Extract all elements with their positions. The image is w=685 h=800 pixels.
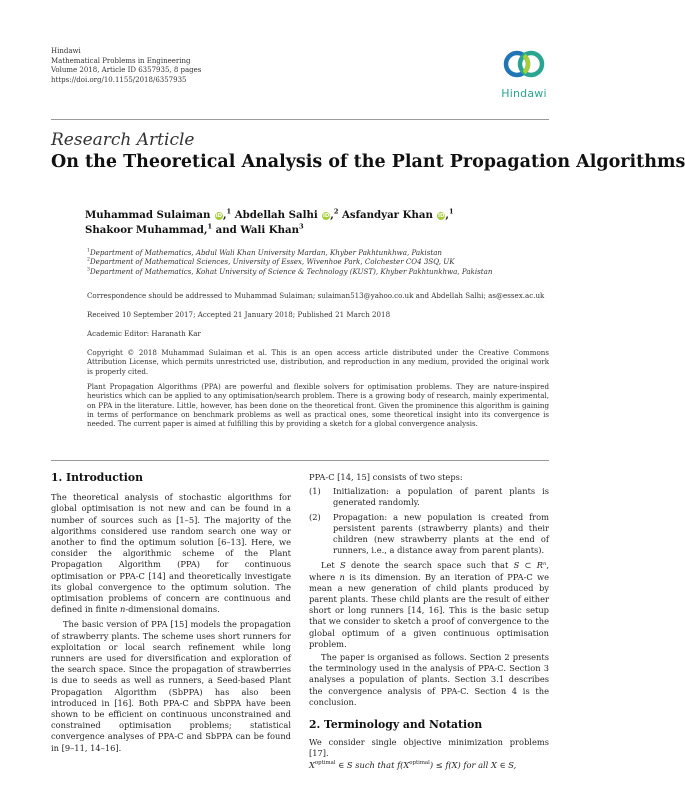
affiliation-sup: 3 <box>87 267 90 273</box>
author-name: Shakoor Muhammad <box>85 223 204 236</box>
abstract-text: Plant Propagation Algorithms (PPA) are powerful and flexible solvers for optimisation problems. They are nature-inspired heuristics which can be applied to any optimisation/search problem. There is a growing body of research, mainly experimental, on PPA in the literature. Little, however, has been done on the theoretical front. Given the prominence this algorithm is gaining in terms of performance on benchmark problems as well as practical ones, some theoretical insight into its convergence is needed. The current paper is aimed at fulfilling this by providing a sketch for a global convergence analysis. <box>87 382 549 429</box>
math-expression: ) ≤ f(X) for all X ∈ S, <box>429 759 517 770</box>
doi-link[interactable]: https://doi.org/10.1155/2018/6357935 <box>51 75 187 84</box>
list-text: Initialization: a population of parent plants is generated randomly. <box>333 486 549 508</box>
affiliation <box>87 257 549 266</box>
article-type: Research Article <box>51 130 195 150</box>
paragraph <box>309 472 549 483</box>
section-heading: 2. Terminology and Notation <box>309 718 483 732</box>
author-name: Asfandyar Khan <box>342 209 433 221</box>
hindawi-logo <box>494 46 554 104</box>
author-name: Wali Khan <box>240 223 300 236</box>
author-name: Muhammad Sulaiman <box>85 209 211 221</box>
paragraph <box>51 492 291 615</box>
section-heading: 1. Introduction <box>51 471 143 484</box>
list-item <box>309 512 549 557</box>
affiliation-text: Department of Mathematics, Kohat University of Science & Technology (KUST), Khyber Pakhtunkhwa, Pakistan <box>89 266 493 276</box>
paragraph <box>51 619 291 753</box>
math-expression: X <box>309 759 315 770</box>
paragraph-text: is its dimension. By an iteration of PPA-C we mean a new generation of child plants produced by parent plants. These child plants are the result of either short or long runners [14, 16]. This is the basic setup that we consider to sketch a proof of convergence to the global optimum of a given continuous optimisation problem. <box>309 571 549 649</box>
paragraph <box>309 560 549 650</box>
affiliation <box>87 267 549 276</box>
orcid-icon[interactable]: iD <box>438 213 445 219</box>
affiliation-text: Department of Mathematical Sciences, University of Essex, Wivenhoe Park, Colchester CO4 3SQ, UK <box>89 257 455 267</box>
paragraph-text: -dimensional domains. <box>125 604 220 615</box>
author-affil-sup: 3 <box>299 222 304 231</box>
math-sup: optimal <box>409 759 430 766</box>
author-affil-sup: 2 <box>333 207 339 216</box>
math-S: S <box>340 560 346 571</box>
paragraph-text: The basic version of PPA [15] models the propagation of strawberry plants. The scheme uses short runners for exploitation or local search refinement while long runners are used for diversification and exploration of the search space. Since the propagation of strawberries is due to seeds as well as runners, a Seed-based Plant Propagation Algorithm (SbPPA) has also been introduced in [16]. Both PPA-C and SbPPA have been shown to be efficient on continuous unconstrained and constrained optimisation problems; statistical convergence analyses of PPA-C and SbPPA can be found in [9–11, 14–16]. <box>51 619 291 753</box>
paragraph-text: , where <box>309 560 550 582</box>
list-number: (1) <box>309 486 321 497</box>
left-column <box>51 472 291 754</box>
editor-text: Academic Editor: Haranath Kar <box>87 329 201 338</box>
list-item <box>309 486 549 508</box>
author-connector: and <box>215 223 237 236</box>
affiliation-sup: 1 <box>87 248 90 254</box>
math-n: n <box>339 571 345 582</box>
correspondence <box>87 291 549 300</box>
paragraph <box>309 652 549 708</box>
copyright <box>87 348 549 376</box>
paragraph-text: denote the search space such that <box>350 560 509 571</box>
math-sup: optimal <box>314 759 336 766</box>
article-title: On the Theoretical Analysis of the Plant Propagation Algorithms <box>51 152 685 172</box>
orcid-icon[interactable]: iD <box>323 213 330 219</box>
correspondence-text: Correspondence should be addressed to Muhammad Sulaiman; sulaiman513@yahoo.co.uk and Abdellah Salhi; as@essex.ac.uk <box>87 291 545 300</box>
hindawi-rings-icon <box>502 46 546 82</box>
journal-header <box>51 47 201 85</box>
affiliation-sup: 2 <box>87 257 90 263</box>
author-affil-sup: 1 <box>226 207 232 216</box>
paragraph <box>309 737 549 771</box>
dates-text: Received 10 September 2017; Accepted 21 January 2018; Published 21 March 2018 <box>87 310 391 319</box>
dates <box>87 310 549 319</box>
abstract-divider <box>51 460 549 461</box>
math-expression: S ⊂ Rⁿ <box>513 560 547 571</box>
journal-name: Mathematical Problems in Engineering <box>51 56 191 65</box>
paragraph-text: PPA-C [14, 15] consists of two steps: <box>309 472 463 482</box>
abstract <box>87 382 549 428</box>
paragraph-text: The paper is organised as follows. Section 2 presents the terminology used in the analysis of PPA-C. Section 3 analyses a population of plants. Section 3.1 describes the convergence analysis of PPA-C. Section 4 is the conclusion. <box>309 652 549 707</box>
orcid-icon[interactable]: iD <box>215 213 223 219</box>
paragraph-text: Let <box>321 560 335 571</box>
list-number: (2) <box>309 511 321 522</box>
affiliation <box>87 248 549 257</box>
author-affil-sup: 1 <box>207 222 213 231</box>
volume-info: Volume 2018, Article ID 6357935, 8 pages <box>51 66 202 74</box>
author-list: Muhammad Sulaiman iD,$^1$ Abdellah Salhi iD,$^2$ Asfandyar Khan iD,$^1$ Shakoor Muhammad,$^1$ and Wali Khan$^3$ <box>85 207 454 236</box>
list-text: Propagation: a new population is created from persistent parents (strawberry plants) and their children (new strawberry plants at the end of runners, i.e., a distance away from parent plants). <box>333 511 549 556</box>
copyright-text: Copyright © 2018 Muhammad Sulaiman et al. This is an open access article distributed under the Creative Commons Attribution License, which permits unrestricted use, distribution, and reproduction in any medium, provided the original work is properly cited. <box>87 348 549 376</box>
header-divider <box>51 119 549 120</box>
logo-wordmark: Hindawi <box>501 87 547 100</box>
math-expression: ∈ S such that f(X <box>338 759 410 770</box>
author-affil-sup: 1 <box>448 207 454 216</box>
affiliation-text: Department of Mathematics, Abdul Wali Khan University Mardan, Khyber Pakhtunkhwa, Pakistan <box>89 248 442 257</box>
publisher-name: Hindawi <box>51 47 81 55</box>
paragraph-text: The theoretical analysis of stochastic algorithms for global optimisation is not new and can be found in a number of sources such as [1–5]. The majority of the algorithms considered use random search one way or another to find the optimum solution [6–13]. Here, we consider the algorithmic scheme of the Plant Propagation Algorithm (PPA) for continuous optimisation or PPA-C [14] and theoretically investigate its global convergence to the optimum solution. The optimisation problems of concern are continuous and defined in finite <box>51 492 291 615</box>
author-name: Abdellah Salhi <box>234 209 318 221</box>
academic-editor <box>87 329 549 338</box>
paragraph-text: We consider single objective minimization problems [17]. <box>309 737 549 759</box>
math-n: n <box>120 604 126 615</box>
right-column <box>309 472 549 771</box>
affiliations <box>87 248 549 276</box>
